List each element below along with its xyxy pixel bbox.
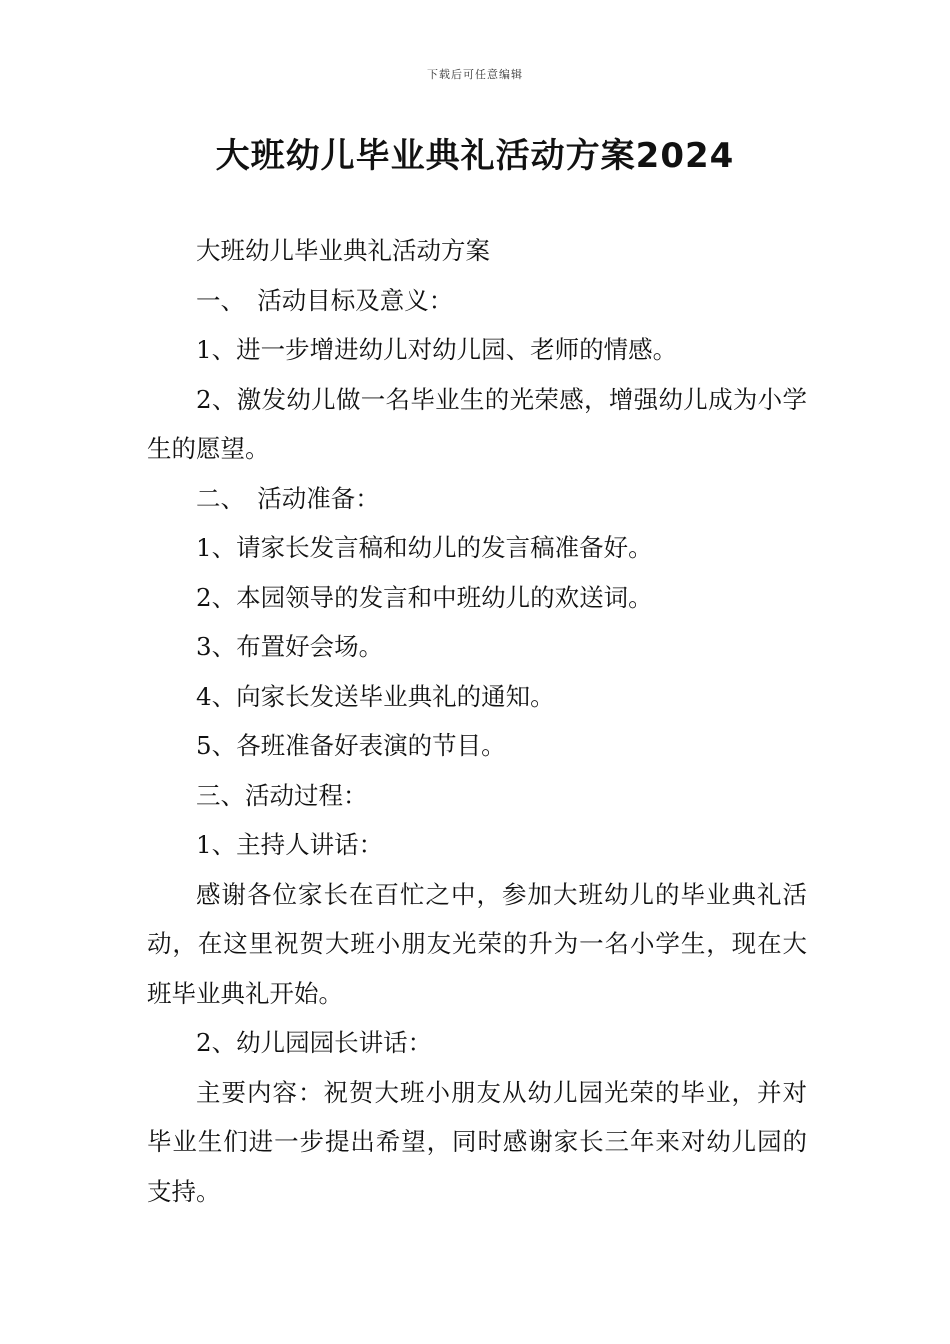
header-note: 下载后可任意编辑 <box>427 68 523 81</box>
paragraph-principal-speech: 主要内容：祝贺大班小朋友从幼儿园光荣的毕业，并对毕业生们进一步提出希望，同时感谢家长三年来对幼儿园的支持。 <box>147 1077 807 1206</box>
paragraph-section-preparation: 二、 活动准备： <box>196 483 380 513</box>
paragraph-prep-5: 5、各班准备好表演的节目。 <box>196 731 506 760</box>
paragraph-process-2: 2、幼儿园园长讲话： <box>196 1028 433 1057</box>
paragraph-prep-3: 3、布置好会场。 <box>196 632 384 661</box>
paragraph-plan-heading: 大班幼儿毕业典礼活动方案 <box>196 236 490 265</box>
paragraph-prep-4: 4、向家长发送毕业典礼的通知。 <box>196 681 555 711</box>
document-title: 大班幼儿毕业典礼活动方案2024 <box>215 136 735 176</box>
paragraph-section-process: 三、活动过程： <box>196 780 368 810</box>
paragraph-goal-1: 1、进一步增进幼儿对幼儿园、老师的情感。 <box>196 335 678 364</box>
paragraph-prep-2: 2、本园领导的发言和中班幼儿的欢送词。 <box>196 582 653 612</box>
paragraph-goal-2: 2、激发幼儿做一名毕业生的光荣感，增强幼儿成为小学生的愿望。 <box>147 384 807 463</box>
paragraph-section-goals: 一、 活动目标及意义： <box>196 285 454 315</box>
paragraph-prep-1: 1、请家长发言稿和幼儿的发言稿准备好。 <box>196 533 653 562</box>
paragraph-host-speech: 感谢各位家长在百忙之中，参加大班幼儿的毕业典礼活动，在这里祝贺大班小朋友光荣的升为一名小学生，现在大班毕业典礼开始。 <box>147 879 807 1008</box>
document-body <box>147 226 807 1216</box>
paragraph-process-1: 1、主持人讲话： <box>196 830 384 859</box>
